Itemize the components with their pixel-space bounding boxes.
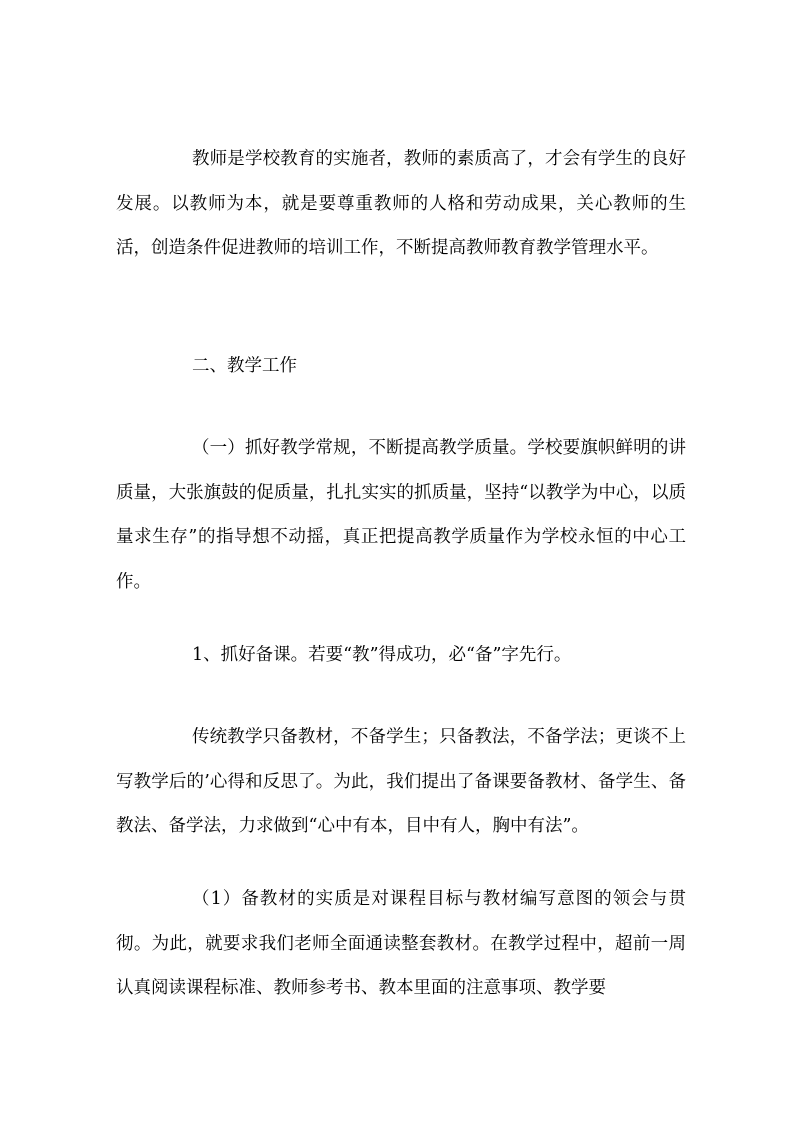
paragraph-traditional-teaching: 传统教学只备教材，不备学生；只备教法，不备学法；更谈不上写教学后的’心得和反思了。为此，我们提出了备课要备教材、备学生、备教法、备学法，力求做到“心中有本，目中有人，胸中有法”。 <box>116 727 686 836</box>
paragraph-lesson-prep: 1、抓好备课。若要“教”得成功，必“备”字先行。 <box>192 645 572 665</box>
section-heading-teaching-work: 二、教学工作 <box>192 356 297 376</box>
paragraph-teaching-quality: （一）抓好教学常规，不断提高教学质量。学校要旗帜鲜明的讲质量，大张旗鼓的促质量，扎扎实实的抓质量，坚持“以教学为中心，以质量求生存”的指导想不动摇，真正把提高教学质量作为学校永恒的中心工作。 <box>116 438 686 592</box>
paragraph-textbook-prep: （1）备教材的实质是对课程目标与教材编写意图的领会与贯彻。为此，就要求我们老师全面通读整套教材。在教学过程中，超前一周认真阅读课程标准、教师参考书、教本里面的注意事项、教学要 <box>116 889 686 998</box>
paragraph-teacher-role: 教师是学校教育的实施者，教师的素质高了，才会有学生的良好发展。以教师为本，就是要尊重教师的人格和劳动成果，关心教师的生活，创造条件促进教师的培训工作，不断提高教师教育教学管理水平。 <box>116 149 686 258</box>
